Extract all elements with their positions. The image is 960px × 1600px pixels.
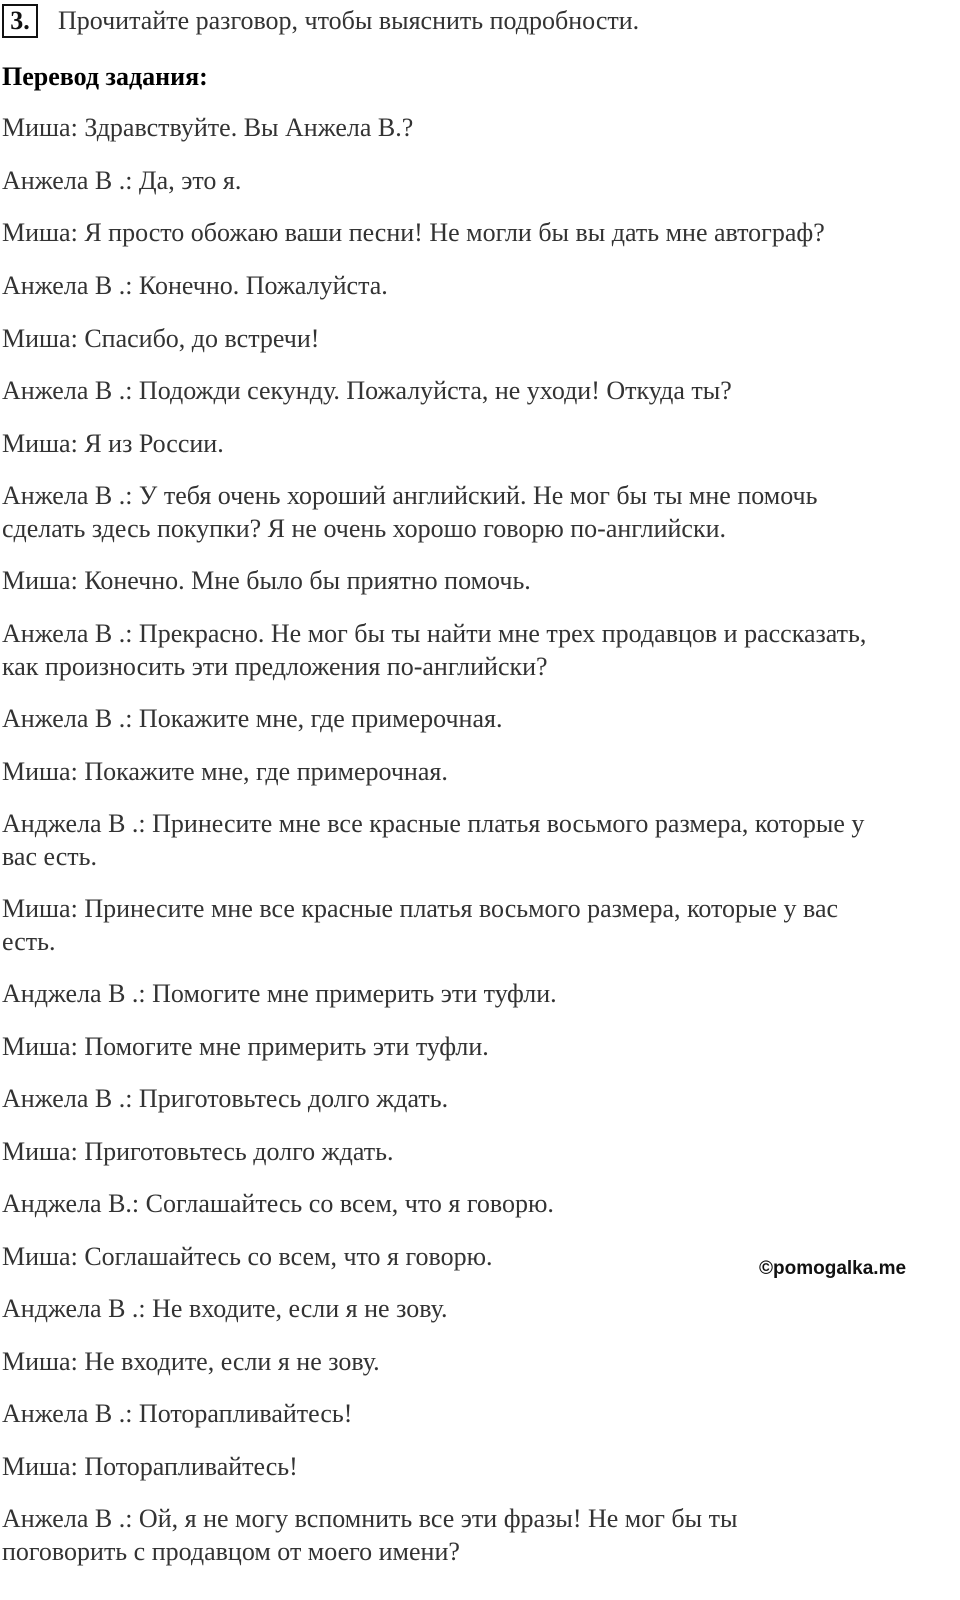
dialogue-line: Миша: Принесите мне все красные платья восьмого размера, которые у вас: [2, 894, 839, 923]
dialogue-line: вас есть.: [2, 842, 97, 871]
task-header: [2, 3, 639, 39]
task-instruction: Прочитайте разговор, чтобы выяснить подробности.: [58, 6, 640, 35]
dialogue-line: Анджела В .: Помогите мне примерить эти туфли.: [2, 979, 557, 1008]
dialogue-line: Миша: Не входите, если я не зову.: [2, 1347, 380, 1376]
dialogue-line: Анжела В .: Поторапливайтесь!: [2, 1399, 353, 1428]
dialogue-line: Миша: Спасибо, до встречи!: [2, 324, 320, 353]
dialogue-line: Миша: Конечно. Мне было бы приятно помочь.: [2, 566, 531, 595]
dialogue-line: Анжела В .: Приготовьтесь долго ждать.: [2, 1084, 449, 1113]
dialogue-line: Анжела В .: Конечно. Пожалуйста.: [2, 271, 388, 300]
dialogue-line: Анжела В .: Подожди секунду. Пожалуйста, не уходи! Откуда ты?: [2, 376, 732, 405]
dialogue-line: как произносить эти предложения по-английски?: [2, 652, 548, 681]
dialogue-line: Миша: Покажите мне, где примерочная.: [2, 757, 448, 786]
task-number-badge: 3.: [2, 4, 38, 38]
watermark: ©pomogalka.me: [759, 1258, 907, 1279]
dialogue-line: сделать здесь покупки? Я не очень хорошо говорю по-английски.: [2, 514, 727, 543]
dialogue-line: Анжела В .: У тебя очень хороший английский. Не мог бы ты мне помочь: [2, 481, 818, 510]
dialogue-line: Анджела В .: Принесите мне все красные платья восьмого размера, которые у: [2, 809, 865, 838]
dialogue-line: Анжела В .: Покажите мне, где примерочная.: [2, 704, 503, 733]
dialogue-line: Анжела В .: Прекрасно. Не мог бы ты найти мне трех продавцов и рассказать,: [2, 619, 867, 648]
dialogue-line: Анжела В .: Ой, я не могу вспомнить все эти фразы! Не мог бы ты: [2, 1504, 738, 1533]
dialogue-line: Анджела В .: Не входите, если я не зову.: [2, 1294, 448, 1323]
section-title: Перевод задания:: [2, 62, 208, 91]
dialogue-line: есть.: [2, 927, 56, 956]
dialogue-line: Миша: Я из России.: [2, 429, 224, 458]
dialogue-line: Анжела В .: Да, это я.: [2, 166, 242, 195]
dialogue-line: поговорить с продавцом от моего имени?: [2, 1537, 460, 1566]
dialogue-line: Миша: Соглашайтесь со всем, что я говорю.: [2, 1242, 493, 1271]
dialogue-line: Миша: Здравствуйте. Вы Анжела В.?: [2, 113, 414, 142]
dialogue-line: Анджела В.: Соглашайтесь со всем, что я говорю.: [2, 1189, 554, 1218]
dialogue-line: Миша: Я просто обожаю ваши песни! Не могли бы вы дать мне автограф?: [2, 218, 825, 247]
dialogue-line: Миша: Поторапливайтесь!: [2, 1452, 298, 1481]
dialogue-line: Миша: Приготовьтесь долго ждать.: [2, 1137, 394, 1166]
dialogue-line: Миша: Помогите мне примерить эти туфли.: [2, 1032, 489, 1061]
